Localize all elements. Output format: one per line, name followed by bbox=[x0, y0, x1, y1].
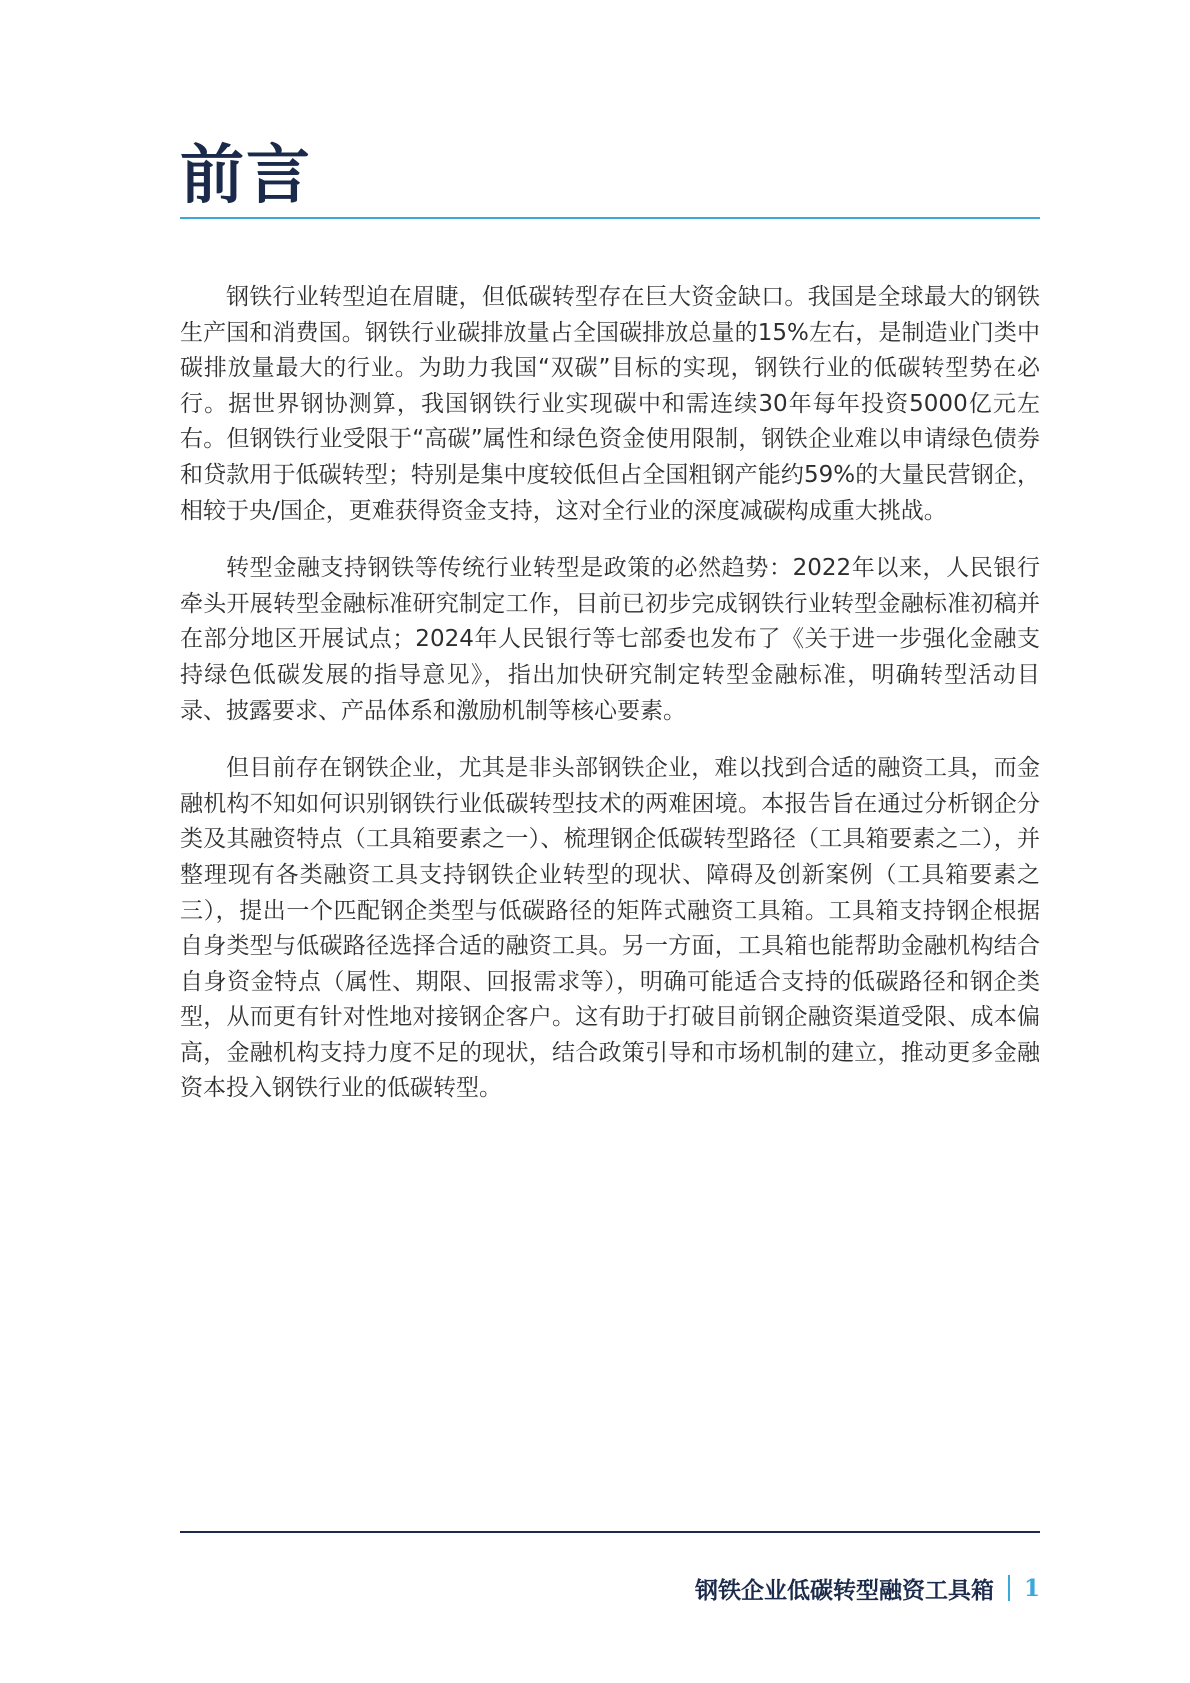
footer-separator bbox=[1008, 1575, 1010, 1601]
body-text bbox=[180, 280, 1040, 1129]
footer-report-title: 钢铁企业低碳转型融资工具箱 bbox=[694, 1577, 994, 1604]
page-number: 1 bbox=[1023, 1574, 1040, 1602]
paragraph-2: 转型金融支持钢铁等传统行业转型是政策的必然趋势：2022年以来，人民银行牵头开展转型金融标准研究制定工作，目前已初步完成钢铁行业转型金融标准初稿并在部分地区开展试点；2024年人民银行等七部委也发布了《关于进一步强化金融支持绿色低碳发展的指导意见》，指出加快研究制定转型金融标准，明确转型活动目录、披露要求、产品体系和激励机制等核心要素。 bbox=[180, 555, 1040, 724]
paragraph-3: 但目前存在钢铁企业，尤其是非头部钢铁企业，难以找到合适的融资工具，而金融机构不知如何识别钢铁行业低碳转型技术的两难困境。本报告旨在通过分析钢企分类及其融资特点（工具箱要素之一）、梳理钢企低碳转型路径（工具箱要素之二），并整理现有各类融资工具支持钢铁企业转型的现状、障碍及创新案例（工具箱要素之三），提出一个匹配钢企类型与低碳路径的矩阵式融资工具箱。工具箱支持钢企根据自身类型与低碳路径选择合适的融资工具。另一方面，工具箱也能帮助金融机构结合自身资金特点（属性、期限、回报需求等），明确可能适合支持的低碳路径和钢企类型，从而更有针对性地对接钢企客户。这有助于打破目前钢企融资渠道受限、成本偏高，金融机构支持力度不足的现状，结合政策引导和市场机制的建立，推动更多金融资本投入钢铁行业的低碳转型。 bbox=[180, 755, 1040, 1102]
paragraph-1: 钢铁行业转型迫在眉睫，但低碳转型存在巨大资金缺口。我国是全球最大的钢铁生产国和消费国。钢铁行业碳排放量占全国碳排放总量的15%左右，是制造业门类中碳排放量最大的行业。为助力我国“双碳”目标的实现，钢铁行业的低碳转型势在必行。据世界钢协测算，我国钢铁行业实现碳中和需连续30年每年投资5000亿元左右。但钢铁行业受限于“高碳”属性和绿色资金使用限制，钢铁企业难以申请绿色债券和贷款用于低碳转型；特别是集中度较低但占全国粗钢产能约59%的大量民营钢企，相较于央/国企，更难获得资金支持，这对全行业的深度减碳构成重大挑战。 bbox=[180, 284, 1040, 524]
page-footer bbox=[695, 1570, 1040, 1606]
title-divider bbox=[180, 217, 1040, 219]
page-title: 前言 bbox=[180, 139, 312, 213]
footer-divider bbox=[180, 1531, 1040, 1533]
